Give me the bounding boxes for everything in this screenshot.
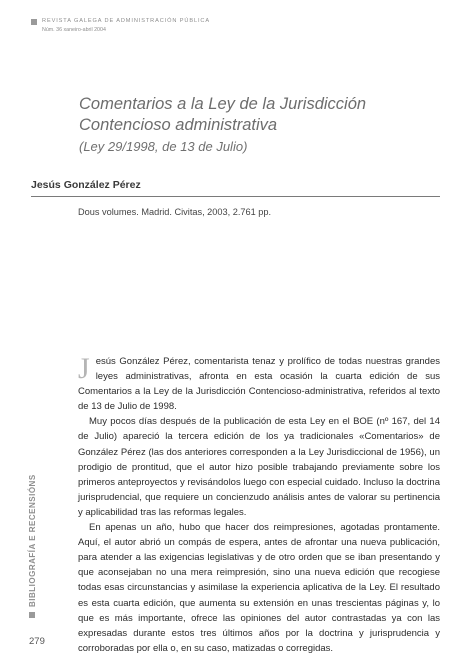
publication-info: Dous volumes. Madrid. Civitas, 2003, 2.761 pp. [78, 207, 272, 217]
header-square-icon [31, 19, 37, 25]
page-number: 279 [29, 636, 45, 647]
section-side-label [28, 474, 37, 618]
divider [31, 196, 440, 197]
paragraph-1 [78, 354, 440, 414]
book-title-line-2: Contencioso administrativa [79, 116, 278, 134]
paragraph-3: En apenas un año, hubo que hacer dos reimpresiones, agotadas prontamente. Aquí, el autor abrió un compás de espera, antes de afrontar una nueva publicación, para atender a las exigencias legislativas y de otro orden que se iban presentando y que aconsejaban no una mera reimpresión, sino una nueva edición que recogiese todas esas circunstancias y asimilase la experiencia aplicativa de la Ley. El resultado es esta cuarta edición, que aumenta su extensión en unas trescientas páginas y, lo que es más importante, ofrece las opiniones del autor contrastadas ya con las expresadas durante estos tres últimos años por la doctrina y jurisprudencia y corroboradas por ella o, en su caso, matizadas o corregidas. [78, 522, 440, 654]
paragraph-2: Muy pocos días después de la publicación de esta Ley en el BOE (nº 167, del 14 de Julio) apareció la tercera edición de los ya tradicionales «Comentarios» de González Pérez (las dos anteriores corresponden a la Ley Jurisdiccional de 1956), un prodigio de prontitud, que el autor hizo posible trabajando previamente sobre los primeros anteproyectos y revisándolos luego con especial cuidado. Incluso la doctrina jurisprudencial, que requiere un concienzudo análisis antes de valorar su pertinencia y aplicabilidad tras las reformas legales. [78, 416, 440, 518]
dropcap: J [78, 352, 90, 385]
book-title-block [79, 94, 439, 157]
author-name: Jesús González Pérez [31, 179, 141, 191]
section-square-icon [29, 612, 35, 618]
journal-title: REVISTA GALEGA DE ADMINISTRACIÓN PÚBLICA [42, 18, 211, 24]
issue-number: Núm. 36 xaneiro-abril 2004 [42, 27, 106, 33]
book-title-line-1: Comentarios a la Ley de la Jurisdicción [79, 95, 367, 113]
section-label-text: BIBLIOGRAFÍA E RECENSIÓNS [28, 474, 37, 607]
paragraph-1-text: esús González Pérez, comentarista tenaz y prolífico de todas nuestras grandes leyes administrativas, afronta en esta ocasión la cuarta edición de sus Comentarios a la Ley de la Jurisdicción Contencioso-administrativa, referidos al texto de 13 de Julio de 1998. [78, 356, 440, 413]
review-body [78, 354, 440, 656]
book-subtitle: (Ley 29/1998, de 13 de Julio) [79, 139, 248, 154]
